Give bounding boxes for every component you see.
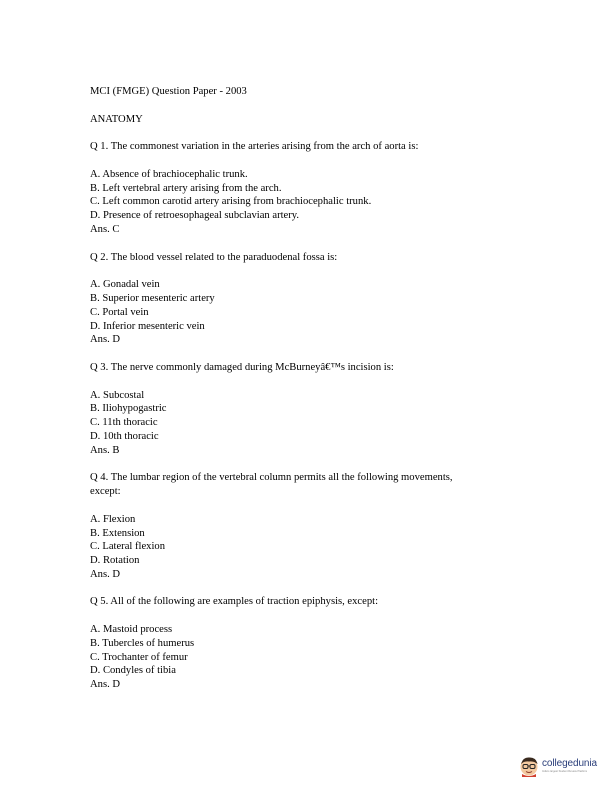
option: B. Left vertebral artery arising from the arch.: [90, 182, 282, 194]
answer: Ans. D: [90, 679, 121, 691]
question-text: Q 2. The blood vessel related to the paraduodenal fossa is:: [90, 251, 338, 263]
option: D. Rotation: [90, 555, 140, 567]
question-block: [90, 471, 530, 581]
answer: Ans. D: [90, 334, 121, 346]
mascot-face-icon: [518, 755, 540, 777]
option: A. Mastoid process: [90, 624, 173, 636]
question-block: [90, 361, 530, 458]
option: D. Condyles of tibia: [90, 665, 176, 677]
option: A. Subcostal: [90, 389, 145, 401]
option: C. Trochanter of femur: [90, 651, 188, 663]
options-list: [90, 389, 530, 458]
option: B. Iliohypogastric: [90, 403, 167, 415]
question-text: Q 1. The commonest variation in the arteries arising from the arch of aorta is:: [90, 141, 419, 153]
options-list: [90, 168, 530, 237]
question-block: [90, 595, 530, 692]
option: A. Flexion: [90, 513, 136, 525]
question-text: Q 3. The nerve commonly damaged during McBurneyâ€™s incision is:: [90, 361, 394, 373]
option: A. Absence of brachiocephalic trunk.: [90, 168, 248, 180]
option: A. Gonadal vein: [90, 279, 160, 291]
answer: Ans. C: [90, 223, 120, 235]
option: C. Lateral flexion: [90, 541, 166, 553]
option: C. Left common carotid artery arising from brachiocephalic trunk.: [90, 196, 372, 208]
option: D. 10th thoracic: [90, 430, 159, 442]
options-list: [90, 513, 530, 582]
document-body: [90, 85, 530, 706]
option: D. Presence of retroesophageal subclavian artery.: [90, 210, 300, 222]
question-block: [90, 140, 530, 237]
answer: Ans. D: [90, 568, 121, 580]
options-list: [90, 278, 530, 347]
option: C. Portal vein: [90, 306, 149, 318]
question-text: Q 5. All of the following are examples of traction epiphysis, except:: [90, 596, 379, 608]
document-title: MCI (FMGE) Question Paper - 2003: [90, 86, 247, 97]
section-heading: ANATOMY: [90, 113, 143, 125]
answer: Ans. B: [90, 444, 120, 456]
option: C. 11th thoracic: [90, 417, 158, 429]
brand-tagline: India's largest Student Review Platform: [542, 770, 588, 773]
options-list: [90, 623, 530, 692]
question-text: Q 4. The lumbar region of the vertebral column permits all the following movements,: [90, 472, 453, 484]
question-block: [90, 251, 530, 348]
collegedunia-logo: [516, 753, 602, 783]
option: D. Inferior mesenteric vein: [90, 320, 205, 332]
option: B. Extension: [90, 527, 145, 539]
option: B. Tubercles of humerus: [90, 637, 195, 649]
option: B. Superior mesenteric artery: [90, 292, 215, 304]
brand-name: collegedunia: [542, 758, 597, 769]
question-text-continued: except:: [90, 486, 121, 498]
